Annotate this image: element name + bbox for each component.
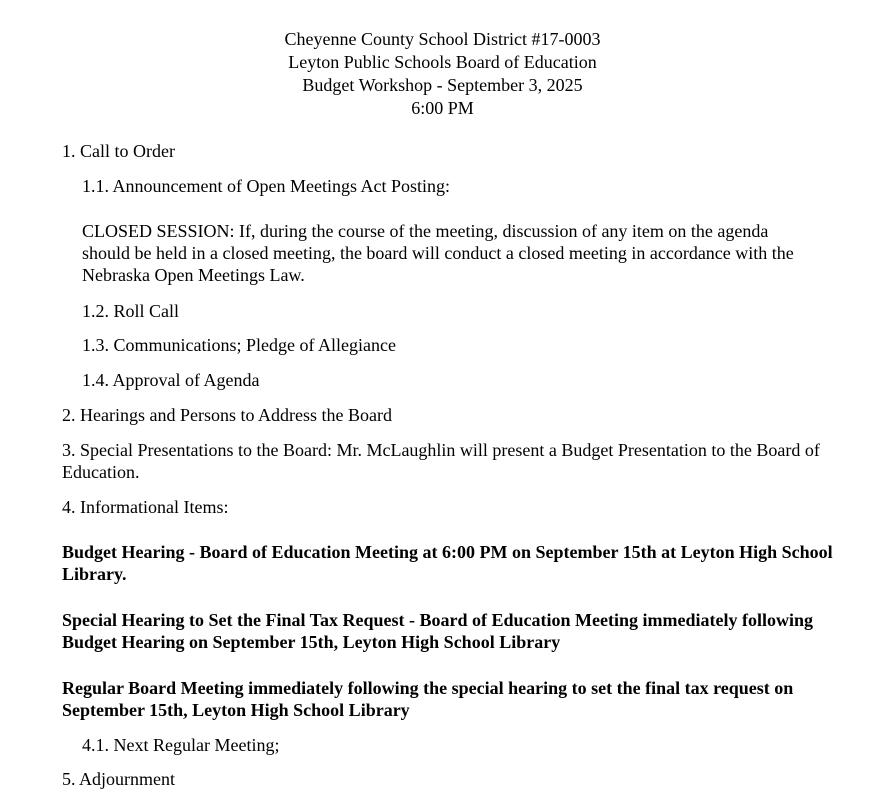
info-special-hearing: Special Hearing to Set the Final Tax Request - Board of Education Meeting immediately following Budget Hearing on September 15th, Leyton High School Library (62, 610, 813, 652)
agenda-item-communications: 1.3. Communications; Pledge of Allegiance (82, 335, 396, 355)
meeting-title: Budget Workshop - September 3, 2025 (302, 75, 583, 95)
agenda-item-next-regular-meeting: 4.1. Next Regular Meeting; (82, 735, 280, 755)
info-budget-hearing: Budget Hearing - Board of Education Meeting at 6:00 PM on September 15th at Leyton High School Library. (62, 542, 833, 584)
agenda-item-call-to-order: 1. Call to Order (62, 141, 175, 161)
closed-session-notice: CLOSED SESSION: If, during the course of the meeting, discussion of any item on the agenda should be held in a closed meeting, the board will conduct a closed meeting in accordance with the Nebraska Open Meetings Law. (82, 221, 794, 285)
agenda-item-approval-of-agenda: 1.4. Approval of Agenda (82, 370, 260, 390)
meeting-time: 6:00 PM (411, 98, 474, 118)
agenda-item-hearings: 2. Hearings and Persons to Address the Board (62, 405, 392, 425)
agenda-item-special-presentations: 3. Special Presentations to the Board: Mr. McLaughlin will present a Budget Presentation to the Board of Education. (62, 440, 820, 482)
board-name: Leyton Public Schools Board of Education (288, 52, 597, 72)
agenda-item-adjournment: 5. Adjournment (62, 769, 175, 789)
info-regular-meeting: Regular Board Meeting immediately following the special hearing to set the final tax request on September 15th, Leyton High School Library (62, 678, 794, 720)
document-header (0, 28, 885, 120)
agenda-item-open-meetings-announcement: 1.1. Announcement of Open Meetings Act Posting: (82, 176, 450, 196)
agenda-item-roll-call: 1.2. Roll Call (82, 301, 180, 321)
agenda-item-informational-items: 4. Informational Items: (62, 497, 229, 517)
district-name: Cheyenne County School District #17-0003 (284, 29, 601, 49)
